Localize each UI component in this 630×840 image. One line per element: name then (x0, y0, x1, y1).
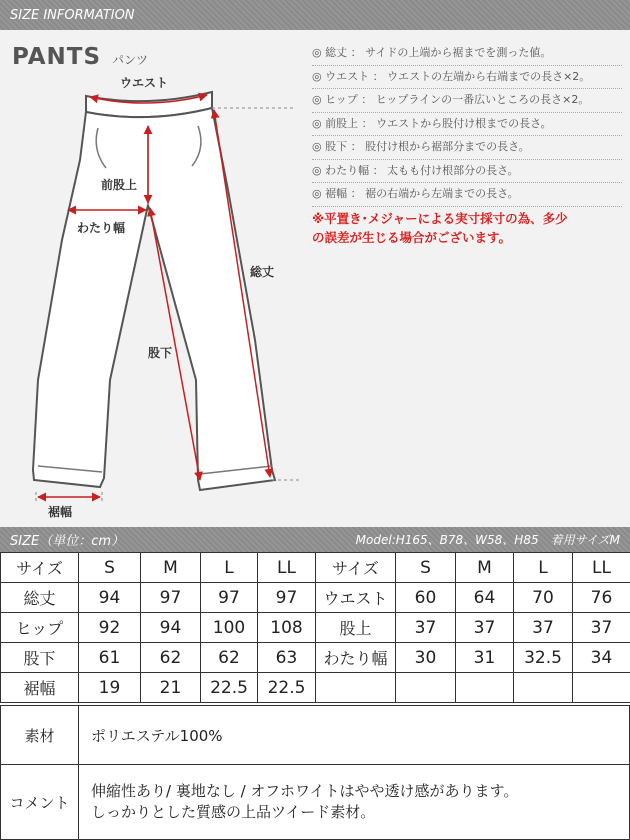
table-cell: 34 (573, 643, 630, 673)
note-length: ◎ 総丈 ： サイドの上端から裾までを測った値。 (312, 42, 622, 66)
comment-row (0, 764, 630, 840)
table-row-label: わたり幅 (316, 643, 396, 673)
size-information-header (0, 0, 630, 30)
table-cell: 62 (201, 643, 258, 673)
note-front-rise: ◎ 前股上 ： ウエストから股付け根までの長さ。 (312, 113, 622, 137)
table-cell: 22.5 (258, 673, 316, 703)
table-header-row (1, 553, 630, 583)
table-row-label: サイズ (1, 553, 79, 583)
table-row-label: 股上 (316, 613, 396, 643)
table-cell: 94 (141, 613, 201, 643)
table-cell: 61 (79, 643, 141, 673)
table-cell: 30 (396, 643, 456, 673)
comment-line-2: しっかりとした質感の上品ツイード素材。 (91, 803, 376, 821)
table-cell (456, 673, 514, 703)
pants-subtitle: パンツ (112, 53, 149, 67)
table-cell: 100 (201, 613, 258, 643)
table-cell: 63 (258, 643, 316, 673)
table-row-label (316, 673, 396, 703)
table-cell: 70 (514, 583, 573, 613)
table-row-label: ウエスト (316, 583, 396, 613)
table-cell (396, 673, 456, 703)
header-title: SIZE INFORMATION (10, 7, 135, 23)
size-unit-label: SIZE（単位：cm） (10, 534, 125, 549)
table-cell: 94 (79, 583, 141, 613)
table-cell: 97 (201, 583, 258, 613)
table-cell: 97 (141, 583, 201, 613)
table-cell: 64 (456, 583, 514, 613)
material-value: ポリエステル100% (91, 726, 223, 745)
table-cell: S (79, 553, 141, 583)
size-table (0, 552, 630, 703)
table-cell: S (396, 553, 456, 583)
table-cell: 62 (141, 643, 201, 673)
table-cell: 37 (396, 613, 456, 643)
table-cell: 37 (514, 613, 573, 643)
note-hip: ◎ ヒップ ： ヒップラインの一番広いところの長さ×2。 (312, 89, 622, 113)
table-row-label: ヒップ (1, 613, 79, 643)
table-cell: 60 (396, 583, 456, 613)
table-row (1, 643, 630, 673)
pants-title: PANTS (12, 44, 102, 70)
table-row (1, 583, 630, 613)
note-hem: ◎ 裾幅 ： 裾の右端から左端までの長さ。 (312, 183, 622, 207)
table-cell (514, 673, 573, 703)
label-hem: 裾幅 (48, 505, 73, 519)
table-cell: 37 (573, 613, 630, 643)
table-row-label: 総丈 (1, 583, 79, 613)
table-cell: M (456, 553, 514, 583)
note-inseam: ◎ 股下 ： 股付け根から裾部分までの長さ。 (312, 136, 622, 160)
table-cell: 19 (79, 673, 141, 703)
table-row-label: 股下 (1, 643, 79, 673)
note-waist: ◎ ウエスト ： ウエストの左端から右端までの長さ×2。 (312, 66, 622, 90)
table-cell: 31 (456, 643, 514, 673)
comment-line-1: 伸縮性あり/ 裏地なし / オフホワイトはやや透け感があります。 (91, 782, 519, 800)
pants-outline (33, 108, 275, 490)
table-row-label: 裾幅 (1, 673, 79, 703)
material-row (0, 705, 630, 765)
table-row (1, 613, 630, 643)
table-cell: LL (573, 553, 630, 583)
table-cell: LL (258, 553, 316, 583)
table-cell (573, 673, 630, 703)
table-cell: 97 (258, 583, 316, 613)
material-label: 素材 (1, 706, 79, 764)
note-thigh: ◎ わたり幅 ： 太もも付け根部分の長さ。 (312, 160, 622, 184)
table-cell: 37 (456, 613, 514, 643)
label-inseam: 股下 (148, 346, 173, 360)
label-waist: ウエスト (120, 76, 169, 90)
table-cell: L (201, 553, 258, 583)
comment-label: コメント (1, 765, 79, 839)
table-cell: M (141, 553, 201, 583)
label-front-rise: 前股上 (101, 178, 138, 192)
table-cell: 108 (258, 613, 316, 643)
table-cell: 76 (573, 583, 630, 613)
warning-line-2: の誤差が生じる場合がございます。 (312, 230, 512, 245)
table-row (1, 673, 630, 703)
model-info: Model:H165、B78、W58、H85 着用サイズM (355, 533, 620, 547)
table-cell: 21 (141, 673, 201, 703)
measurement-notes (312, 42, 622, 207)
measurement-warning (312, 209, 622, 247)
table-cell: 92 (79, 613, 141, 643)
label-length: 総丈 (250, 265, 275, 279)
warning-line-1: ※平置き･メジャーによる実寸採寸の為、多少 (312, 211, 568, 226)
size-bar (0, 527, 630, 552)
table-row-label: サイズ (316, 553, 396, 583)
table-cell: 22.5 (201, 673, 258, 703)
table-cell: 32.5 (514, 643, 573, 673)
table-cell: L (514, 553, 573, 583)
label-thigh: わたり幅 (77, 221, 126, 235)
